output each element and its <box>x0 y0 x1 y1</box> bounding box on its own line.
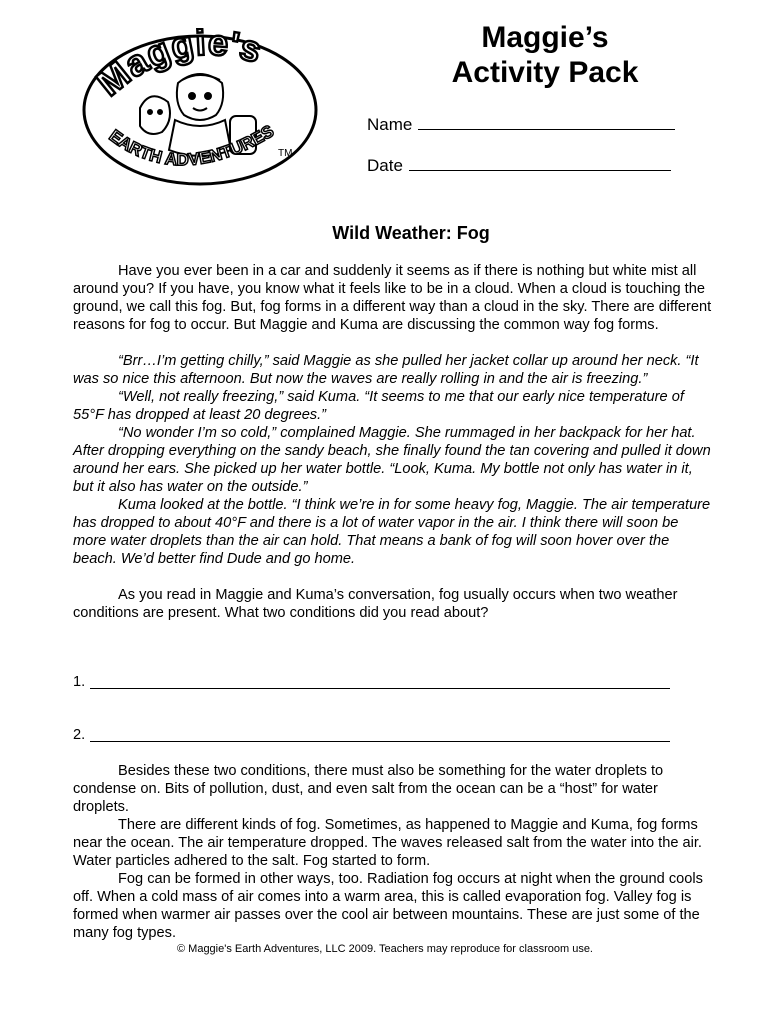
date-field[interactable] <box>367 155 671 176</box>
reading-passage <box>73 262 713 622</box>
name-line[interactable] <box>418 114 675 130</box>
date-line[interactable] <box>409 155 671 171</box>
story-paragraph: “No wonder I’m so cold,” complained Maggie. She rummaged in her backpack for her hat. After dropping everything on the sandy beach, she finally found the tan covering and pulled it down around her ears. She picked up her water bottle. “Look, Kuma. My bottle not only has water in it, but it also has water on the outside.” <box>73 425 711 495</box>
closing-paragraph: Fog can be formed in other ways, too. Radiation fog occurs at night when the ground cools off. When a cold mass of air comes into a warm area, this is called evaporation fog. Valley fog is formed when warmer air passes over the cool air between mountains. These are just some of the many fog types. <box>73 871 703 941</box>
maggies-earth-adventures-logo <box>80 28 320 188</box>
story-paragraph: “Brr…I’m getting chilly,” said Maggie as she pulled her jacket collar up around her neck. “It was so nice this afternoon. But now the waves are really rolling in and the air is freezing.” <box>73 353 699 387</box>
name-label: Name <box>367 115 413 134</box>
date-label: Date <box>367 156 403 175</box>
logo-tm: TM <box>278 148 293 159</box>
answer-1-line[interactable] <box>90 688 670 689</box>
closing-paragraph: Besides these two conditions, there must also be something for the water droplets to condense on. Bits of pollution, dust, and even salt from the ocean can be a “host” for water droplets. <box>73 763 664 815</box>
page-title <box>400 20 690 90</box>
copyright-footer: © Maggie's Earth Adventures, LLC 2009. Teachers may reproduce for classroom use. <box>177 943 593 955</box>
answer-2-number: 2. <box>73 727 86 743</box>
answer-2-line[interactable] <box>90 741 670 742</box>
story-dialogue <box>73 352 713 568</box>
name-field[interactable] <box>367 114 675 135</box>
section-heading: Wild Weather: Fog <box>332 223 490 243</box>
story-paragraph: Kuma looked at the bottle. “I think we’re in for some heavy fog, Maggie. The air temperature has dropped to about 40°F and there is a lot of water vapor in the air. I think there will soon be more water droplets than the air can hold. That means a bank of fog will soon hover over the beach. We’d better find Dude and go home. <box>73 497 711 567</box>
answer-1[interactable] <box>73 674 673 690</box>
story-paragraph: “Well, not really freezing,” said Kuma. “It seems to me that our early nice temperature of 55°F has dropped at least 20 degrees.” <box>73 389 684 423</box>
closing-paragraph: There are different kinds of fog. Sometimes, as happened to Maggie and Kuma, fog forms near the ocean. The air temperature dropped. The waves released salt from the water into the air. Water particles adhered to the salt. Fog started to form. <box>73 817 702 869</box>
logo-arc-text: EARTH ADVENTURES <box>105 121 278 170</box>
closing-passage <box>73 762 713 942</box>
intro-paragraph: Have you ever been in a car and suddenly it seems as if there is nothing but white mist all around you? If you have, you know what it feels like to be in a cloud. When a cloud is touching the ground, we call this fog. But, fog forms in a different way than a cloud in the sky. There are different reasons for fog to occur. But Maggie and Kuma are discussing the common way fog forms. <box>73 263 712 333</box>
title-line-1: Maggie’s <box>481 21 609 54</box>
logo-word: Maggie's <box>88 28 267 104</box>
answer-2[interactable] <box>73 727 673 743</box>
question-paragraph: As you read in Maggie and Kuma’s conversation, fog usually occurs when two weather conditions are present. What two conditions did you read about? <box>73 587 678 621</box>
title-line-2: Activity Pack <box>451 56 639 89</box>
answer-1-number: 1. <box>73 674 86 690</box>
